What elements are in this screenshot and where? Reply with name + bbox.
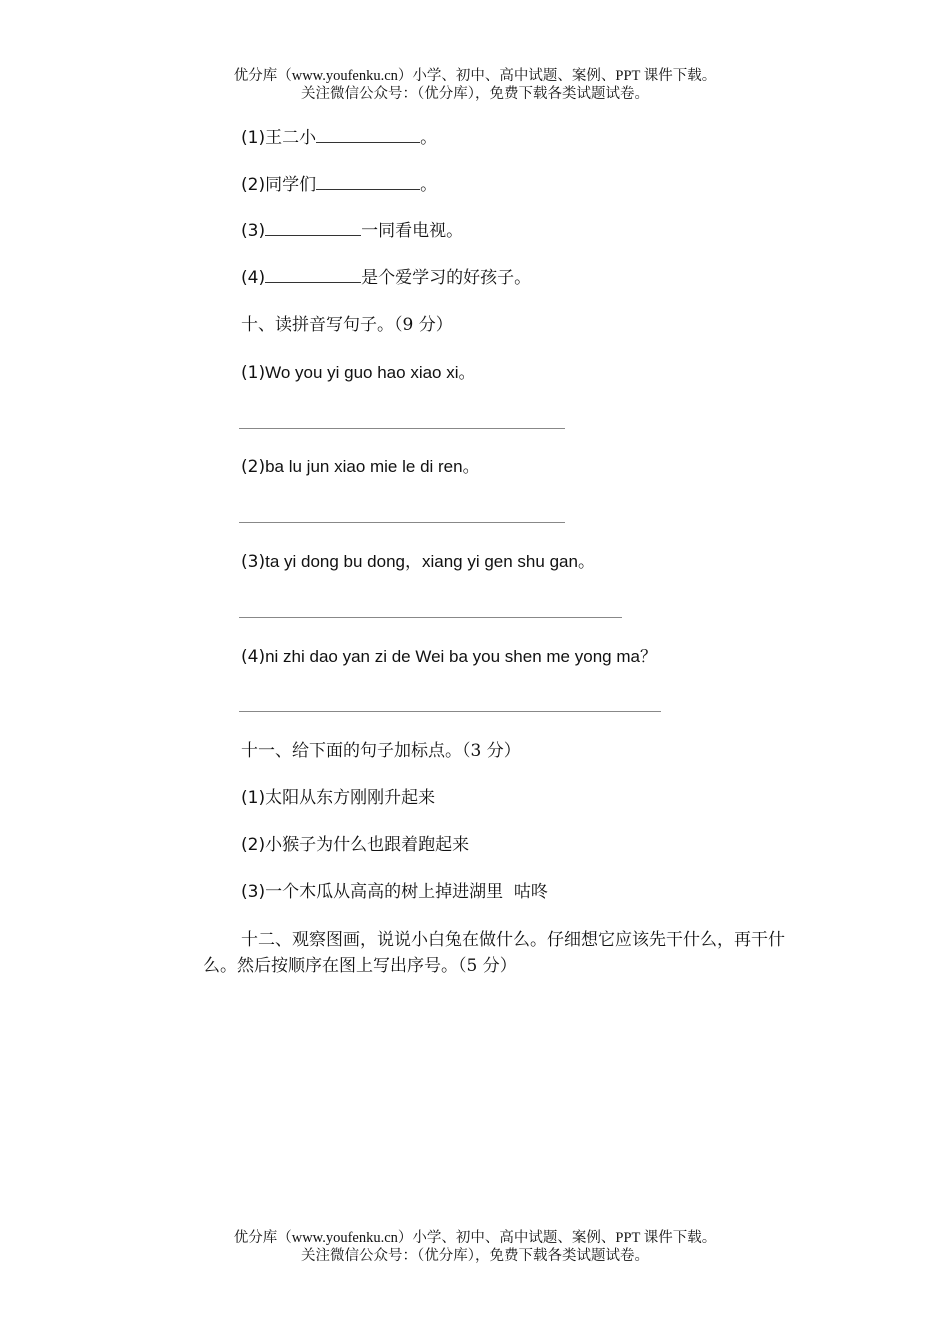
- pinyin-item-4: [241, 646, 657, 668]
- punctuation: 。: [462, 457, 480, 477]
- item-number: (1): [241, 363, 266, 383]
- answer-line[interactable]: [239, 617, 622, 618]
- pinyin-text: ta yi dong bu dong，xiang yi gen shu gan: [265, 552, 578, 571]
- answer-blank[interactable]: [316, 128, 420, 143]
- item-text-after: 一同看电视。: [361, 221, 464, 241]
- item-text-after: 。: [420, 175, 438, 195]
- pinyin-text: ni zhi dao yan zi de Wei ba you shen me yong ma: [265, 647, 640, 666]
- item-text-after: 是个爱学习的好孩子。: [361, 268, 532, 288]
- pinyin-item-1: [241, 362, 476, 384]
- item-number: (3): [241, 221, 266, 241]
- item-number: (3): [241, 552, 266, 572]
- answer-blank[interactable]: [316, 175, 420, 190]
- pinyin-item-3: [241, 551, 595, 573]
- item-number: (4): [241, 268, 266, 288]
- header-line-2: 关注微信公众号：（优分库），免费下载各类试题试卷。: [301, 86, 649, 102]
- sentence-text: 一个木瓜从高高的树上掉进湖里 咕咚: [265, 882, 548, 902]
- punctuation: ？: [639, 647, 657, 667]
- section-12-paragraph: 十二、观察图画，说说小白兔在做什么。仔细想它应该先干什么，再干什么。然后按顺序在图上写出序号。（5 分）: [203, 930, 785, 976]
- footer-line-1: 优分库（www.youfenku.cn）小学、初中、高中试题、案例、PPT 课件下载。: [233, 1230, 717, 1246]
- item-number: (3): [241, 882, 266, 902]
- item-number: (1): [241, 128, 266, 148]
- pinyin-item-2: [241, 456, 480, 478]
- item-text-before: 王二小: [265, 128, 317, 148]
- item-text-after: 。: [420, 128, 438, 148]
- item-number: (2): [241, 175, 266, 195]
- answer-line[interactable]: [239, 428, 565, 429]
- punctuation: 。: [577, 552, 595, 572]
- pinyin-text: ba lu jun xiao mie le di ren: [265, 457, 463, 476]
- header-line-1: 优分库（www.youfenku.cn）小学、初中、高中试题、案例、PPT 课件下载。: [233, 68, 717, 84]
- page-header: [0, 67, 950, 103]
- fill-item-2: [241, 174, 437, 196]
- answer-blank[interactable]: [265, 268, 361, 283]
- item-number: (2): [241, 835, 266, 855]
- item-number: (4): [241, 647, 266, 667]
- fill-item-3: [241, 220, 463, 242]
- punctuation-item-3: [241, 881, 548, 903]
- footer-line-2: 关注微信公众号：（优分库），免费下载各类试题试卷。: [301, 1248, 649, 1264]
- punctuation-item-2: [241, 834, 469, 856]
- section-10-title: 十、读拼音写句子。（9 分）: [241, 315, 453, 335]
- punctuation: 。: [458, 363, 476, 383]
- item-text-before: 同学们: [265, 175, 317, 195]
- item-number: (2): [241, 457, 266, 477]
- fill-item-1: [241, 127, 437, 149]
- pinyin-text: Wo you yi guo hao xiao xi: [265, 363, 459, 382]
- answer-line[interactable]: [239, 711, 661, 712]
- sentence-text: 太阳从东方刚刚升起来: [265, 788, 436, 808]
- answer-blank[interactable]: [265, 221, 361, 236]
- punctuation-item-1: [241, 787, 435, 809]
- sentence-text: 小猴子为什么也跟着跑起来: [265, 835, 470, 855]
- item-number: (1): [241, 788, 266, 808]
- section-11-title: 十一、给下面的句子加标点。（3 分）: [241, 741, 521, 761]
- answer-line[interactable]: [239, 522, 565, 523]
- page-footer: [0, 1229, 950, 1265]
- fill-item-4: [241, 267, 531, 289]
